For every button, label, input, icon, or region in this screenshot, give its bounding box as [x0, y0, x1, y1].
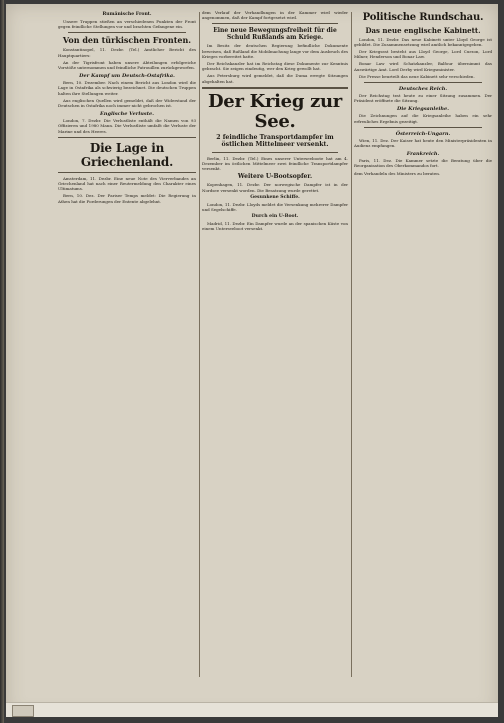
article-text: Bonar Law wird Schatzkanzler, Balfour übernimmt das Auswärtige Amt. Lord Derby wird Kriegsminister.: [354, 61, 492, 72]
article-text: Berlin, 11. Dezbr. (Tel.) Eines unserer Unterseeboote hat am 4. Dezember im östlichen Mittelmeer zwei feindliche Transportdampfer versenkt.: [202, 155, 348, 172]
article-text: dem Verlauf der Verhandlungen in der Kammer wird wieder angenommen, daß der Kampf fortgesetzt wird.: [202, 10, 348, 21]
headline: Der Krieg zur See.: [208, 90, 342, 132]
article-text: Der Reichstag trat heute zu einer Sitzung zusammen. Der Präsident eröffnete die Sitzung.: [354, 92, 492, 104]
article-text: Konstantinopel, 11. Dezbr. (Tel.) Amtlicher Bericht des Hauptquartiers:: [58, 47, 196, 58]
scan-edge-left: [0, 0, 4, 723]
section-heading: Österreich-Ungarn.: [395, 130, 451, 137]
article-text: Wien, 11. Dez. Der Kaiser hat heute den Ministerpräsidenten in Audienz empfangen.: [354, 137, 492, 148]
divider: [364, 82, 482, 83]
headline: Politische Rundschau.: [362, 12, 484, 23]
divider: [202, 87, 348, 89]
divider: [212, 23, 338, 24]
column-rule: [199, 12, 200, 677]
newspaper-page: [6, 4, 498, 717]
section-heading: Rumänische Front.: [102, 12, 152, 17]
article-text: Kopenhagen, 11. Dezbr. Der norwegische Dampfer ist in der Nordsee versenkt worden. Die Besatzung wurde gerettet.: [202, 182, 348, 193]
section-heading: Frankreich.: [406, 151, 440, 158]
article-text: Der Kriegsrat besteht aus Lloyd George, Lord Curzon, Lord Milner, Henderson und Bonar Law.: [354, 48, 492, 60]
article-text: Paris, 11. Dez. Die Kammer setzte die Beratung über die Reorganisation des Oberkommandos fort.: [354, 158, 492, 169]
divider: [212, 152, 338, 153]
article-text: Bern, 10. Dezember. Nach einem Bericht aus London wird die Lage in Ostafrika als schwierig bezeichnet. Die deutschen Truppen halten ihre Stellungen weiter.: [58, 80, 196, 96]
article-text: Der Reichskanzler hat im Reichstag diese Dokumente zur Kenntnis gebracht. Sie zeigen eindeutig, wer den Krieg gewollt hat.: [202, 61, 348, 72]
column-2: [202, 10, 348, 234]
section-heading: Der Kampf um Deutsch-Ostafrika.: [79, 73, 175, 80]
article-text: Die Presse beurteilt das neue Kabinett sehr verschieden.: [359, 73, 475, 79]
article-text: London, 11. Dezbr. Lloyds meldet die Versenkung mehrerer Dampfer und Segelschiffe.: [202, 201, 348, 213]
article-text: Im Besitz der deutschen Regierung befindliche Dokumente beweisen, daß Rußland die Mobilmachung lange vor dem Ausbruch des Krieges vorbereitet hatte.: [202, 43, 348, 59]
divider: [364, 127, 482, 128]
divider: [68, 32, 186, 33]
column-rule: [351, 12, 352, 677]
article-text: dem Verhandeln des Ministers zu beraten.: [354, 170, 441, 176]
divider: [58, 137, 196, 138]
article-text: London, 7. Dezbr. Die Verlustliste enthält die Namen von 93 Offizieren und 1980 Mann. Die Verlustliste umfaßt die Verluste der Marine und des Heeres.: [58, 118, 196, 134]
article-text: Bern, 10. Dez. Der Pariser Temps meldet: Die Regierung in Athen hat die Forderungen der Entente abgelehnt.: [58, 193, 196, 204]
headline: Von den türkischen Fronten.: [62, 35, 192, 46]
article-text: Unsere Truppen stießen an verschiedenen Punkten der Front gegen feindliche Stellungen vor und brachten Gefangene ein.: [58, 19, 196, 30]
section-heading: Die Kriegsanleihe.: [397, 106, 449, 113]
column-3: [354, 10, 492, 178]
section-heading: Weitere U-Bootsopfer.: [237, 173, 313, 181]
headline: Eine neue Bewegungsfreiheit für die Schuld Rußlands am Kriege.: [213, 27, 337, 42]
subheadline: Das neue englische Kabinett.: [365, 26, 481, 35]
article-text: Madrid, 11. Dezbr. Ein Dampfer wurde an der spanischen Küste von einem Unterseeboot versenkt.: [202, 221, 348, 232]
section-heading: Gesunkene Schiffe.: [250, 194, 300, 200]
subheadline: 2 feindliche Transportdampfer im östlichen Mittelmeer versenkt.: [216, 133, 334, 149]
article-text: An der Tigrisfront haben unsere Abteilungen erfolgreiche Vorstöße unternommen und feindliche Patrouillen zurückgeworfen.: [58, 59, 196, 71]
article-text: Amsterdam, 11. Dezbr. Eine neue Note des Vierverbandes an Griechenland hat nach einer Reutermeldung den Charakter eines Ultimatums.: [58, 175, 196, 192]
section-heading: Durch ein U-Boot.: [251, 214, 299, 220]
article-text: Die Zeichnungen auf die Kriegsanleihe haben ein sehr erfreuliches Ergebnis gezeitigt.: [354, 113, 492, 124]
column-1: [58, 10, 196, 206]
library-logo-icon: [12, 705, 34, 717]
divider: [58, 172, 196, 173]
article-text: Aus englischen Quellen wird gemeldet, daß der Widerstand der Deutschen in Ostafrika noch immer nicht gebrochen ist.: [58, 97, 196, 109]
scan-footer-strip: [6, 702, 498, 717]
article-text: Aus Petersburg wird gemeldet, daß die Duma erregte Sitzungen abgehalten hat.: [202, 73, 348, 84]
article-text: London, 11. Dezbr. Das neue Kabinett unter Lloyd George ist gebildet. Die Zusammensetzung wird amtlich bekanntgegeben.: [354, 36, 492, 47]
section-heading: Deutsches Reich.: [398, 85, 448, 92]
section-heading: Englische Verluste.: [100, 111, 154, 118]
headline: Die Lage in Griechenland.: [80, 140, 174, 169]
